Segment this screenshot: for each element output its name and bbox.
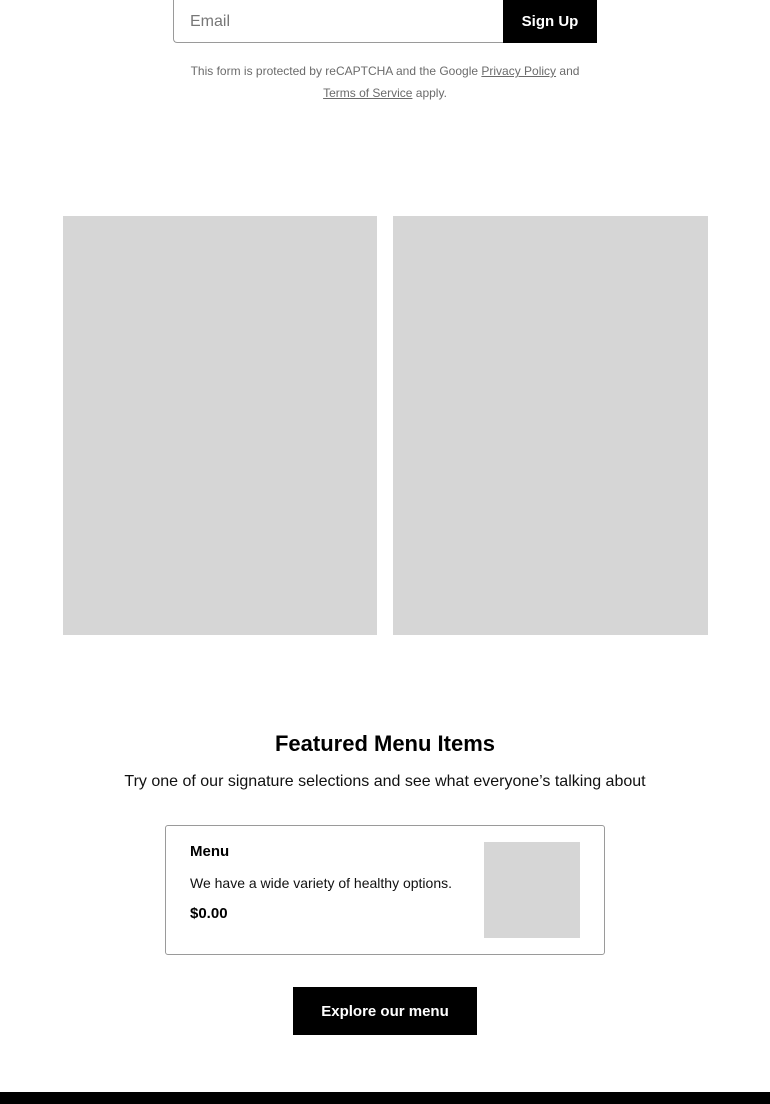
footer-bar — [0, 1092, 770, 1104]
sign-up-button[interactable]: Sign Up — [503, 0, 597, 43]
menu-item-card[interactable] — [165, 825, 605, 955]
recaptcha-notice — [160, 60, 610, 104]
recaptcha-suffix-text: apply. — [412, 86, 447, 100]
recaptcha-prefix-text: This form is protected by reCAPTCHA and the Google — [190, 64, 482, 78]
menu-item-description: We have a wide variety of healthy options. — [190, 875, 453, 891]
recaptcha-middle-text: and — [556, 64, 580, 78]
featured-section-subtitle: Try one of our signature selections and see what everyone’s talking about — [124, 773, 646, 790]
explore-menu-button[interactable]: Explore our menu — [293, 987, 477, 1035]
promo-image-right — [393, 216, 708, 635]
email-input[interactable] — [173, 0, 503, 43]
promo-image-left — [63, 216, 377, 635]
privacy-policy-link[interactable]: Privacy Policy — [481, 64, 557, 78]
terms-of-service-link[interactable]: Terms of Service — [323, 86, 413, 100]
menu-item-image — [484, 842, 580, 938]
menu-item-price: $0.00 — [190, 905, 228, 922]
featured-section-title: Featured Menu Items — [274, 731, 496, 756]
menu-item-name: Menu — [190, 843, 230, 860]
newsletter-signup-form — [173, 0, 597, 43]
